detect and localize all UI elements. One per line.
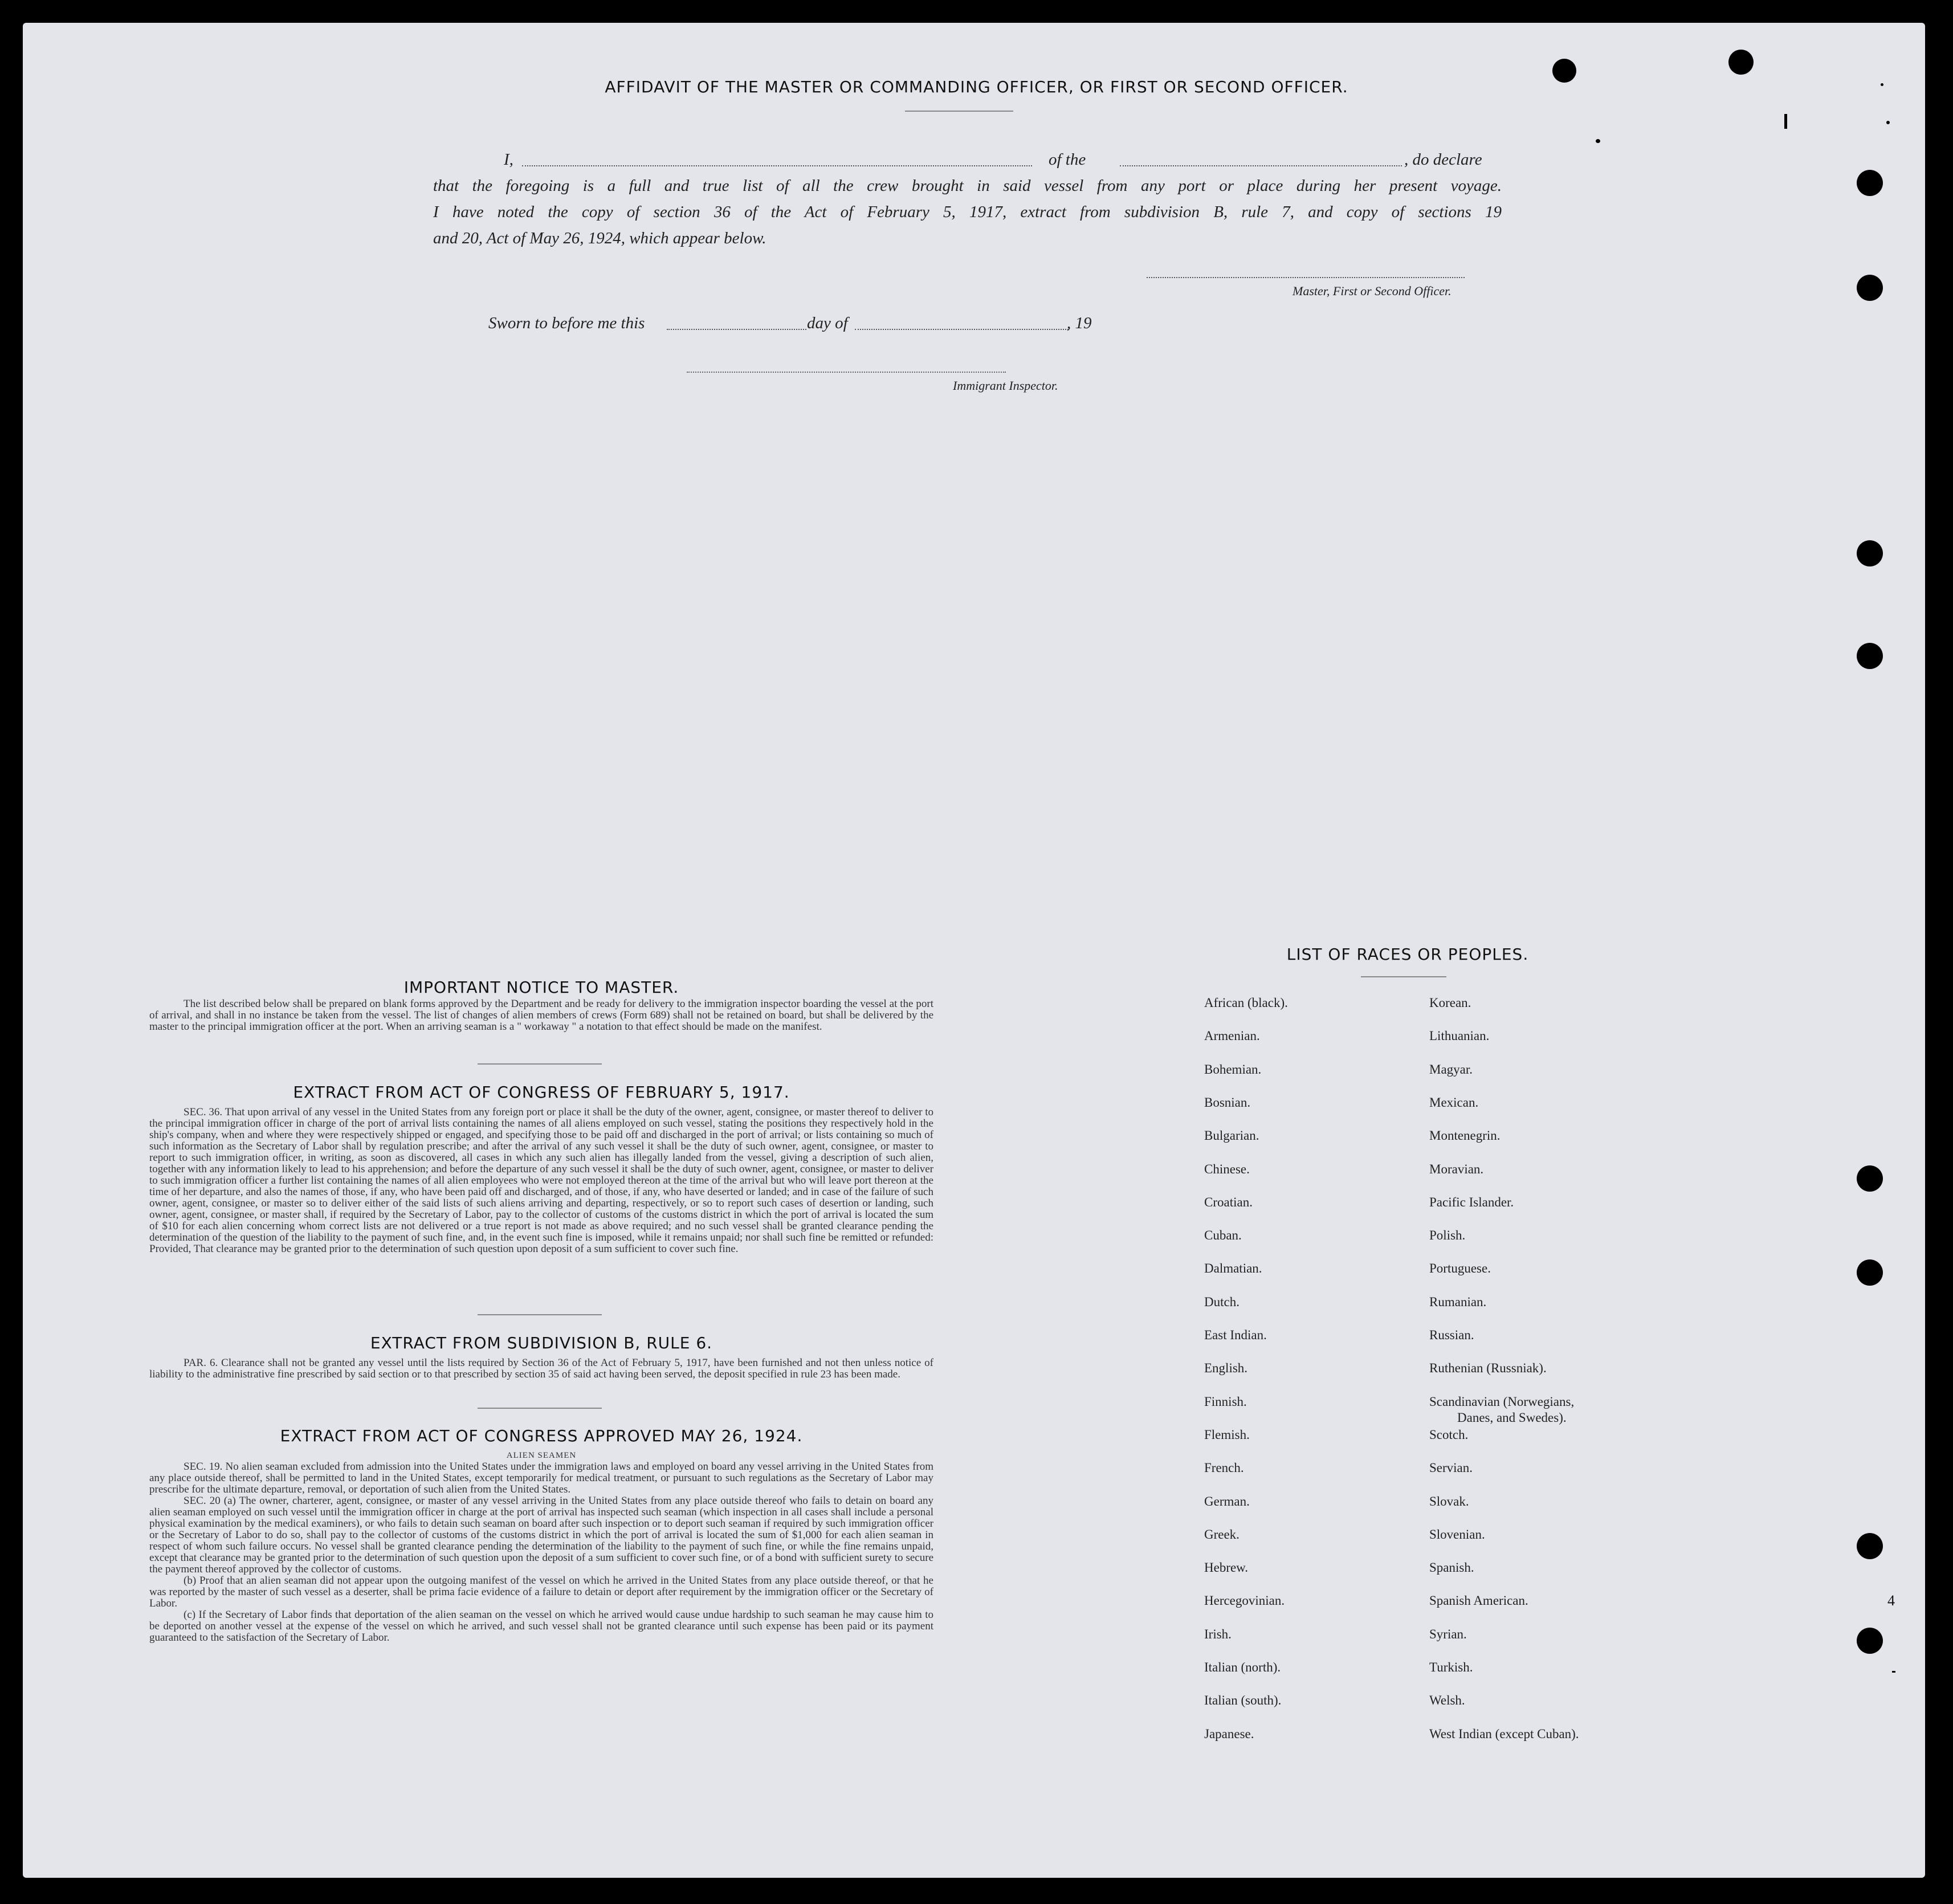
section-20a-paragraph: SEC. 20 (a) The owner, charterer, agent, consignee, or master of any vessel arriving in the United States from any place outside thereof who fails to detain on board any alien seaman employed on such vessel until the immigration officer in charge at the port of arrival has inspected such seaman (which inspection in all cases shall include a personal physical examination by the medical examiners), or who fails to detain such seaman on board after such inspection or to deport such seaman if required by such immigration officer or the Secretary of Labor to do so, shall pay to the collector of customs of the customs district in which the port of arrival is located the sum of $1,000 for each alien seaman in respect of whom such failure occurs. No vessel shall be granted clearance pending the determination of the liability to the payment of such fine, or while the fine remains unpaid, except that clearance may be granted prior to the determination of such question upon the deposit of a sum sufficient to cover such fine, or of a bond with sufficient surety to secure the payment thereof approved by the collector of customs. — [149, 1495, 933, 1575]
ink-speck — [1892, 1671, 1895, 1673]
race-item: Russian. — [1429, 1328, 1474, 1342]
notice-title: IMPORTANT NOTICE TO MASTER. — [403, 978, 679, 997]
race-item: Japanese. — [1204, 1726, 1254, 1741]
race-item: Portuguese. — [1429, 1261, 1491, 1276]
race-item: Servian. — [1429, 1461, 1473, 1475]
race-continuation: Danes, and Swedes). — [1457, 1410, 1567, 1425]
race-item: Magyar. — [1429, 1062, 1473, 1077]
divider — [478, 1408, 602, 1409]
race-item: Bosnian. — [1204, 1095, 1251, 1110]
declarant-label: I, — [504, 150, 513, 169]
sworn-month-field[interactable] — [855, 329, 1069, 330]
sworn-label: Sworn to before me this — [488, 314, 645, 332]
divider — [478, 1314, 602, 1315]
inspector-label: Immigrant Inspector. — [953, 378, 1058, 393]
race-item: French. — [1204, 1461, 1244, 1475]
extract-1924-title: EXTRACT FROM ACT OF CONGRESS APPROVED MAY 26, 1924. — [280, 1426, 803, 1445]
race-item: Scandinavian (Norwegians, — [1429, 1394, 1575, 1409]
race-item: Slovak. — [1429, 1494, 1469, 1508]
race-item: Lithuanian. — [1429, 1029, 1490, 1043]
punch-hole — [1857, 1533, 1883, 1559]
race-item: Syrian. — [1429, 1626, 1467, 1641]
race-item: Korean. — [1429, 996, 1471, 1010]
race-item: Armenian. — [1204, 1029, 1260, 1043]
race-item: Italian (south). — [1204, 1693, 1282, 1708]
race-item: English. — [1204, 1361, 1248, 1376]
race-item: Hebrew. — [1204, 1560, 1249, 1575]
extract-1917-text — [149, 1107, 933, 1255]
race-item: Dalmatian. — [1204, 1261, 1262, 1276]
ink-speck — [1784, 114, 1787, 129]
extract-rule-title: EXTRACT FROM SUBDIVISION B, RULE 6. — [370, 1334, 713, 1352]
inspector-signature-field[interactable] — [687, 372, 1006, 373]
race-item: Ruthenian (Russniak). — [1429, 1361, 1547, 1376]
do-declare-label: , do declare — [1404, 150, 1482, 169]
sworn-day-field[interactable] — [667, 329, 806, 330]
vessel-name-field[interactable] — [1120, 165, 1402, 166]
punch-hole — [1857, 643, 1883, 669]
punch-hole — [1728, 50, 1754, 75]
race-item: Cuban. — [1204, 1228, 1242, 1243]
declaration-line: and 20, Act of May 26, 1924, which appear below. — [433, 229, 766, 247]
declaration-line: that the foregoing is a full and true list of all the crew brought in said vessel from any port or place during her present voyage. — [433, 177, 1502, 195]
race-item: Hercegovinian. — [1204, 1593, 1285, 1608]
race-item: Spanish. — [1429, 1560, 1474, 1575]
race-item: Spanish American. — [1429, 1593, 1528, 1608]
year-label: , 19 — [1067, 314, 1092, 332]
punch-hole — [1857, 540, 1883, 566]
punch-hole — [1857, 1259, 1883, 1286]
section-20b-paragraph: (b) Proof that an alien seaman did not appear upon the outgoing manifest of the vessel on which he arrived in the United States from any place outside thereof, or that he was reported by the master of such vessel as a deserter, shall be prima facie evidence of a failure to detain or deport after requirement by the immigration officer or the Secretary of Labor. — [149, 1575, 933, 1609]
extract-1917-title: EXTRACT FROM ACT OF CONGRESS OF FEBRUARY 5, 1917. — [293, 1083, 790, 1102]
race-item: Slovenian. — [1429, 1527, 1485, 1542]
section-20c-paragraph: (c) If the Secretary of Labor finds that deportation of the alien seaman on the vessel on which he arrived would cause undue hardship to such seaman he may cause him to be deported on another vessel at the expense of the vessel on which he arrived, and such vessel shall not be granted clearance until such expense has been paid or its payment guaranteed to the satisfaction of the Secretary of Labor. — [149, 1609, 933, 1644]
race-item: Turkish. — [1429, 1660, 1473, 1674]
ink-speck — [1886, 121, 1890, 124]
race-item: Italian (north). — [1204, 1660, 1281, 1674]
punch-hole — [1857, 1165, 1883, 1192]
race-item: Finnish. — [1204, 1394, 1247, 1409]
race-item: Chinese. — [1204, 1161, 1250, 1176]
race-item: Irish. — [1204, 1626, 1232, 1641]
day-of-label: day of — [807, 314, 848, 332]
race-item: Polish. — [1429, 1228, 1466, 1243]
race-item: Montenegrin. — [1429, 1128, 1501, 1143]
affidavit-title: AFFIDAVIT OF THE MASTER OR COMMANDING OFFICER, OR FIRST OR SECOND OFFICER. — [605, 78, 1348, 96]
notice-paragraph: The list described below shall be prepared on blank forms approved by the Department and be ready for delivery to the immigration inspector boarding the vessel at the port of arrival, and shall in no instance be taken from the vessel. The list of changes of alien members of crews (Form 689) shall not be retained on board, but shall be delivered by the master to the principal immigration officer at the port. When an arriving seaman is a " workaway " a notation to that effect should be made on the manifest. — [149, 998, 933, 1033]
race-item: African (black). — [1204, 996, 1288, 1010]
race-item: Rumanian. — [1429, 1294, 1487, 1309]
divider — [478, 1063, 602, 1065]
punch-hole — [1857, 275, 1883, 301]
paragraph-6: PAR. 6. Clearance shall not be granted any vessel until the lists required by Section 36 of the Act of February 5, 1917, have been furnished and not then unless notice of liability to the administrative fine prescribed by said section or to that prescribed by section 35 of said act having been served, the deposit specified in rule 23 has been made. — [149, 1357, 933, 1380]
race-item: German. — [1204, 1494, 1250, 1508]
race-item: Pacific Islander. — [1429, 1194, 1514, 1209]
race-item: Welsh. — [1429, 1693, 1465, 1708]
race-item: Croatian. — [1204, 1194, 1253, 1209]
divider — [1361, 976, 1446, 977]
race-item: West Indian (except Cuban). — [1429, 1726, 1579, 1741]
declarant-name-field[interactable] — [522, 165, 1032, 166]
race-item: Moravian. — [1429, 1161, 1484, 1176]
section-36-paragraph: SEC. 36. That upon arrival of any vessel in the United States from any foreign port or place it shall be the duty of the owner, agent, consignee, or master thereof to deliver to the principal immigration officer in charge of the port of arrival lists containing the names of all aliens employed on such vessel, stating the positions they respectively hold in the ship's company, when and where they were respectively shipped or engaged, and specifying those to be paid off and discharged in the port of arrival; or lists containing so much of such information as the Secretary of Labor shall by regulation prescribe; and after the arrival of any such vessel it shall be the duty of such owner, agent, consignee, or master to report to such immigration officer, in writing, as soon as discovered, all cases in which any such alien has illegally landed from the vessel, giving a description of such alien, together with any information likely to lead to his apprehension; and before the departure of any such vessel it shall be the duty of such owner, agent, consignee, or master to deliver to such immigration officer a further list containing the names of all alien employees who were not employed thereon at the time of the arrival but who will leave port thereon at the time of her departure, and also the names of those, if any, who have been paid off and discharged, and of those, if any, who have deserted or landed; and in case of the failure of such owner, agent, consignee, or master so to deliver either of the said lists of such aliens arriving and departing, respectively, or so to report such cases of desertion or landing, such owner, agent, consignee, or master shall, if required by the Secretary of Labor, pay to the collector of customs of the customs district in which the port of arrival is located the sum of $10 for each alien concerning whom correct lists are not delivered or a true report is not made as above required; and no such vessel shall be granted clearance pending the determination of the question of the liability to the payment of such fine, and, in the event such fine is imposed, while it remains unpaid; nor shall such fine be remitted or refunded: Provided, That clearance may be granted prior to the determination of such question upon deposit of a sum sufficient to cover such fine. — [149, 1106, 933, 1255]
race-item: Mexican. — [1429, 1095, 1479, 1110]
of-the-label: of the — [1049, 150, 1086, 169]
signature-label: Master, First or Second Officer. — [1293, 284, 1452, 298]
alien-seamen-subtitle: ALIEN SEAMEN — [506, 1451, 577, 1460]
race-item: Flemish. — [1204, 1427, 1250, 1442]
notice-text — [149, 998, 933, 1033]
margin-mark: 4 — [1887, 1592, 1895, 1609]
section-19-paragraph: SEC. 19. No alien seaman excluded from admission into the United States under the immigration laws and employed on board any vessel arriving in the United States from any place outside thereof, shall be permitted to land in the United States, except temporarily for medical treatment, or pursuant to such regulations as the Secretary of Labor may prescribe for the ultimate departure, removal, or deportation of such alien from the United States. — [149, 1461, 933, 1495]
declaration-line: I have noted the copy of section 36 of the Act of February 5, 1917, extract from subdivision B, rule 7, and copy of sections 19 — [433, 203, 1502, 221]
punch-hole — [1857, 1628, 1883, 1654]
race-item: Bohemian. — [1204, 1062, 1262, 1077]
ink-speck — [1596, 139, 1600, 143]
punch-hole — [1857, 170, 1883, 196]
signature-field[interactable] — [1147, 277, 1465, 278]
extract-1924-text — [149, 1450, 933, 1644]
race-item: Bulgarian. — [1204, 1128, 1259, 1143]
divider — [905, 111, 1013, 112]
race-item: Dutch. — [1204, 1294, 1240, 1309]
race-item: Greek. — [1204, 1527, 1240, 1542]
extract-rule-text — [149, 1357, 933, 1380]
race-item: East Indian. — [1204, 1328, 1267, 1342]
races-title: LIST OF RACES OR PEOPLES. — [1286, 945, 1529, 964]
race-item: Scotch. — [1429, 1427, 1469, 1442]
